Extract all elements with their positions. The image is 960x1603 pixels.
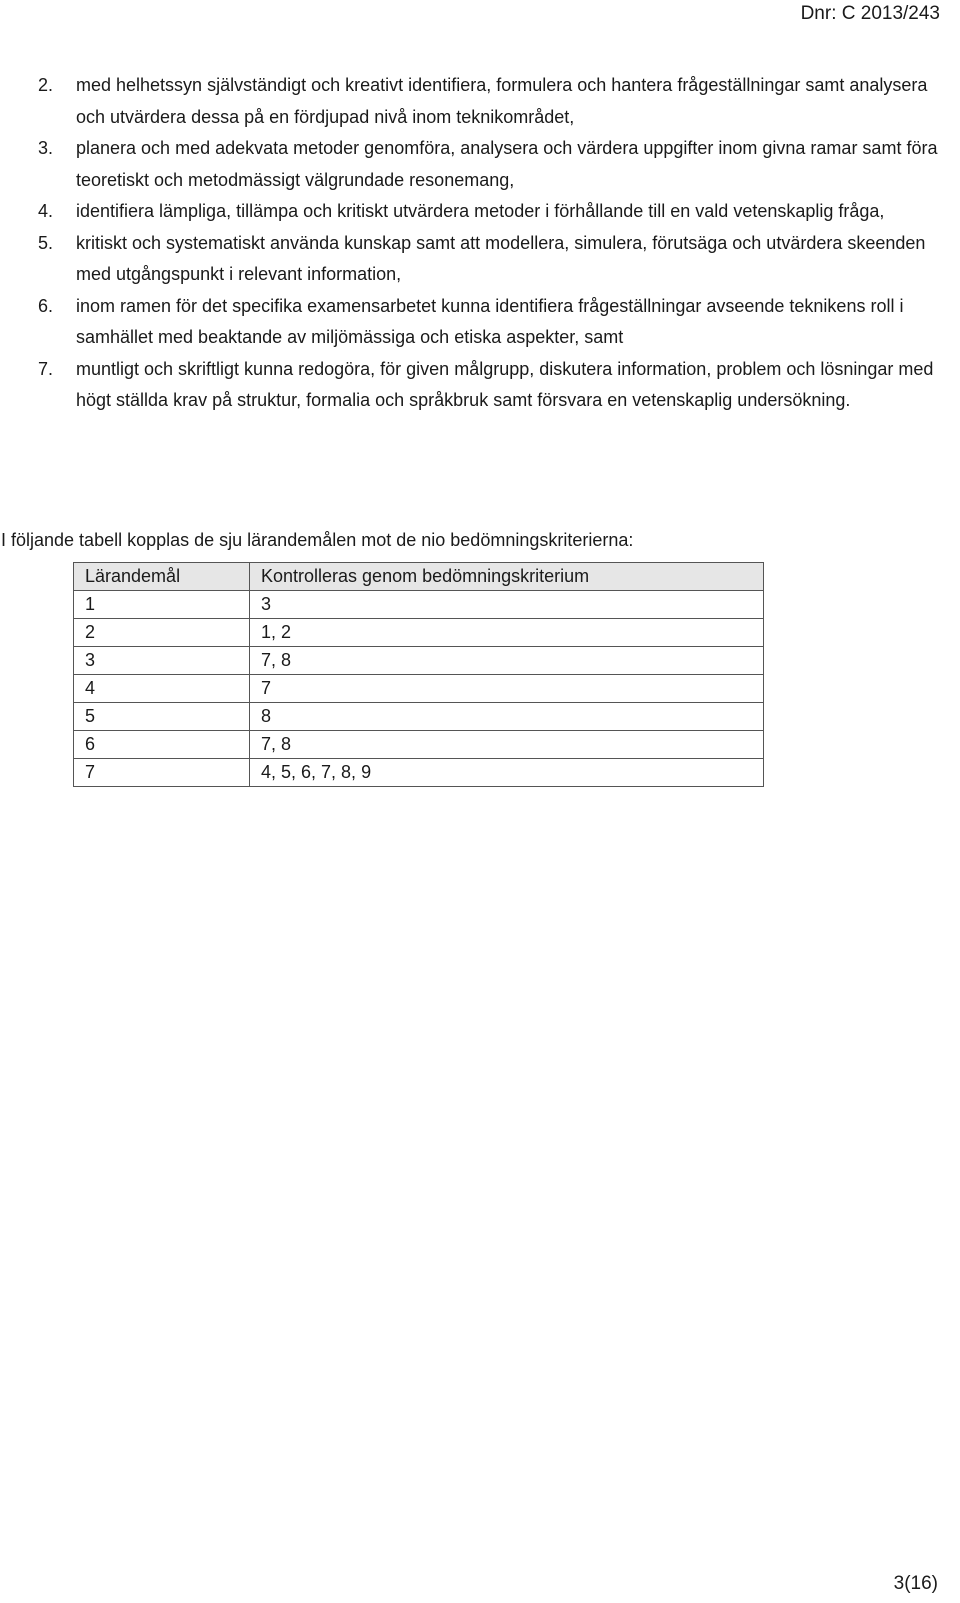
list-item-number: 6. xyxy=(38,295,54,316)
table-intro-text: I följande tabell kopplas de sju lärandemålen mot de nio bedömningskriterierna: xyxy=(1,530,634,550)
table-cell: 6 xyxy=(74,731,250,759)
list-item-number: 2. xyxy=(38,75,54,95)
table-row xyxy=(74,647,764,675)
list-item-text: inom ramen för det specifika examensarbetet kunna identifiera frågeställningar avseende teknikens roll i samhället med beaktande av miljömässiga och etiska aspekter, samt xyxy=(76,295,904,347)
table-cell: 7 xyxy=(74,759,250,787)
list-item xyxy=(38,228,938,291)
list-item-number: 7. xyxy=(38,358,54,379)
list-item-text: kritiskt och systematiskt använda kunskap samt att modellera, simulera, förutsäga och utvärdera skeenden med utgångspunkt i relevant information, xyxy=(76,232,926,284)
list-item-text: identifiera lämpliga, tillämpa och kritiskt utvärdera metoder i förhållande till en vald vetenskaplig fråga, xyxy=(76,201,885,221)
list-item-number: 5. xyxy=(38,232,54,253)
list-item-text: med helhetssyn självständigt och kreativt identifiera, formulera och hantera frågeställningar samt analysera och utvärdera dessa på en fördjupad nivå inom teknikområdet, xyxy=(76,75,928,127)
list-item xyxy=(38,354,938,417)
table-row xyxy=(74,675,764,703)
list-item-number: 3. xyxy=(38,138,54,158)
table-cell: 5 xyxy=(74,703,250,731)
list-item-text: planera och med adekvata metoder genomföra, analysera och värdera uppgifter inom givna ramar samt föra teoretiskt och metodmässigt välgrundade resonemang, xyxy=(76,138,938,190)
list-item-text: muntligt och skriftligt kunna redogöra, för given målgrupp, diskutera information, problem och lösningar med högt ställda krav på struktur, formalia och språkbruk samt försvara en vetenskaplig undersökning. xyxy=(76,358,934,410)
table-cell: 2 xyxy=(74,619,250,647)
goals-criteria-table xyxy=(73,562,764,787)
table-cell: 7 xyxy=(250,675,764,703)
table-row xyxy=(74,703,764,731)
table-row xyxy=(74,619,764,647)
table-row xyxy=(74,731,764,759)
table-cell: 4, 5, 6, 7, 8, 9 xyxy=(250,759,764,787)
list-item xyxy=(38,291,938,354)
table-cell: 7, 8 xyxy=(250,647,764,675)
table-cell: 8 xyxy=(250,703,764,731)
table-row xyxy=(74,759,764,787)
table-cell: 3 xyxy=(74,647,250,675)
table-cell: 3 xyxy=(250,591,764,619)
document-reference-number: Dnr: C 2013/243 xyxy=(800,3,940,24)
table-cell: 7, 8 xyxy=(250,731,764,759)
table-cell: 1 xyxy=(74,591,250,619)
learning-goals-list xyxy=(38,70,938,417)
list-item-number: 4. xyxy=(38,201,54,221)
table-cell: 4 xyxy=(74,675,250,703)
table-row xyxy=(74,591,764,619)
list-item xyxy=(38,70,938,133)
column-header-criterion: Kontrolleras genom bedömningskriterium xyxy=(250,563,764,591)
page-number: 3(16) xyxy=(893,1573,938,1594)
table-cell: 1, 2 xyxy=(250,619,764,647)
table-header-row xyxy=(74,563,764,591)
list-item xyxy=(38,133,938,196)
column-header-goal: Lärandemål xyxy=(74,563,250,591)
list-item xyxy=(38,196,938,228)
